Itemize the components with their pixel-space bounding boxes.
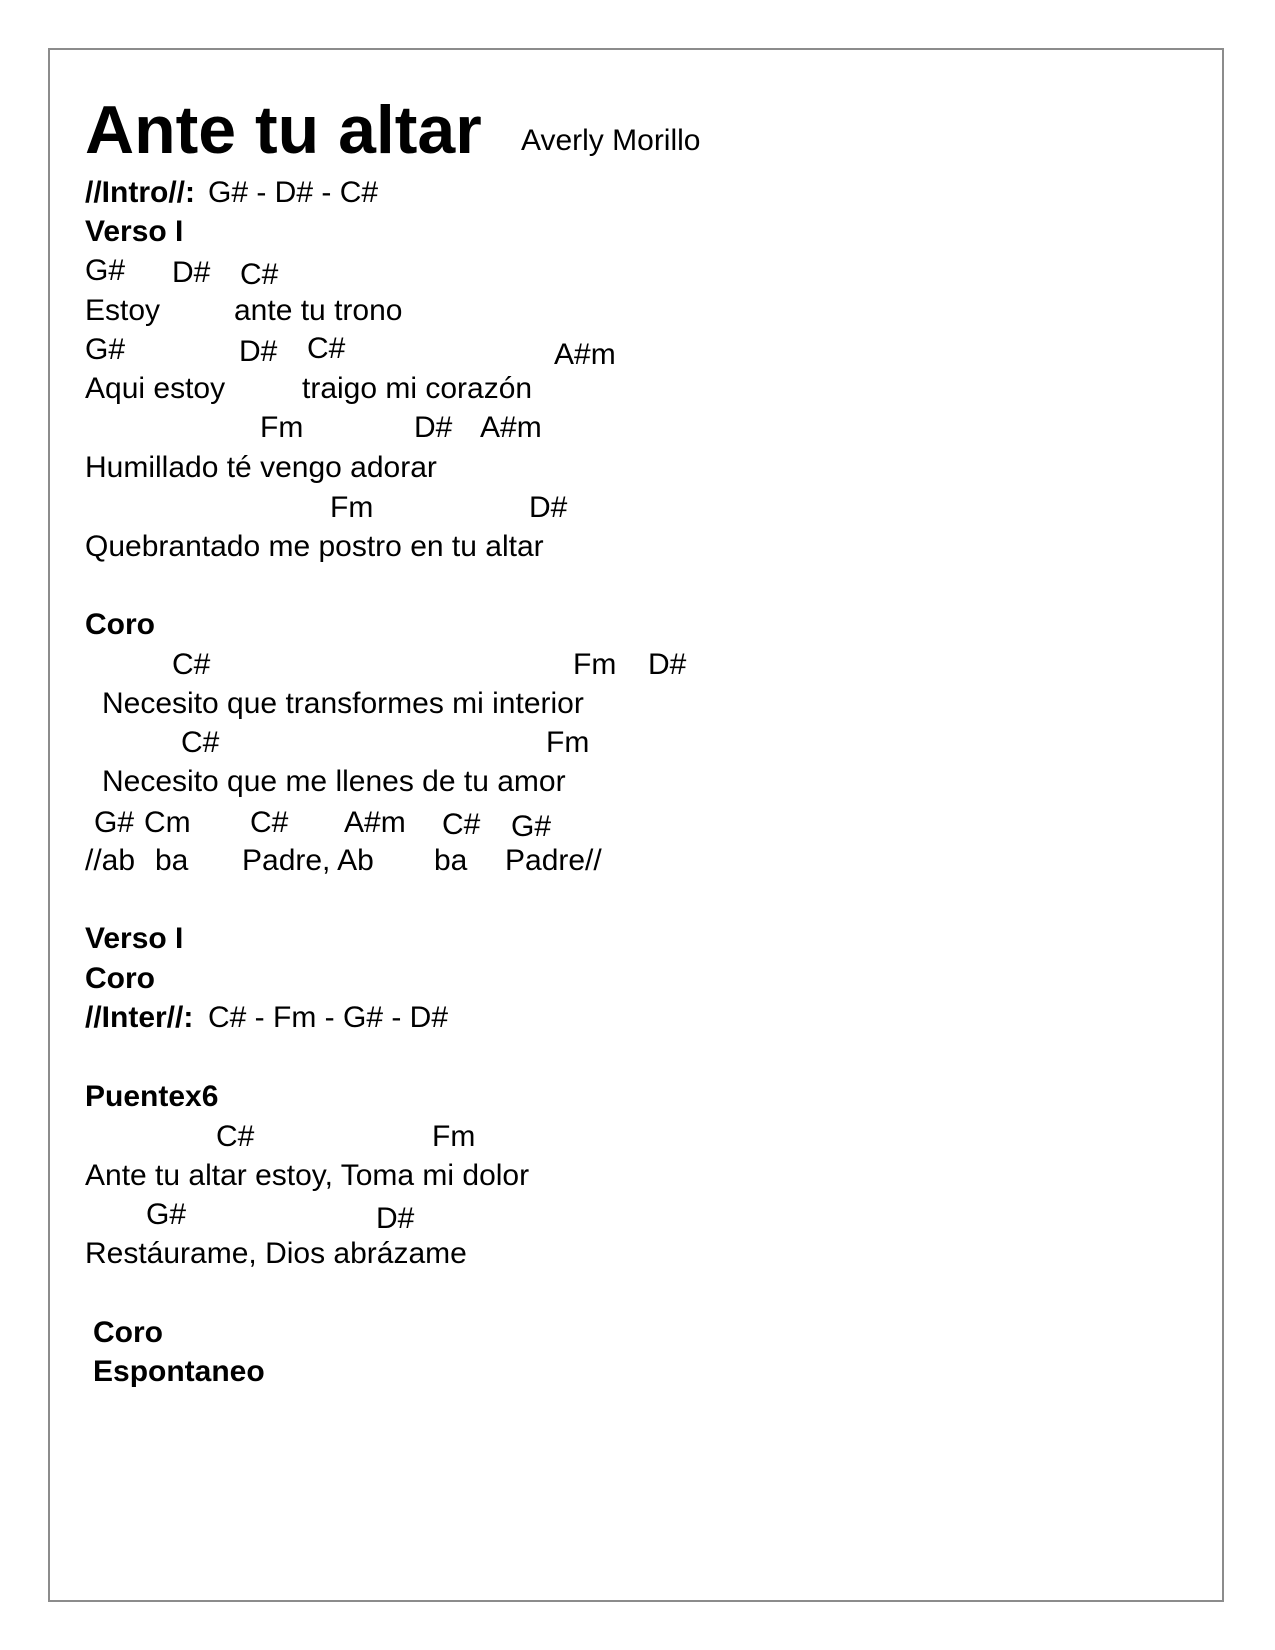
chord: A#m <box>480 411 542 444</box>
lyric-line: //ab <box>85 844 136 877</box>
chord: D# <box>376 1202 415 1235</box>
chord: C# <box>307 332 346 365</box>
lyric-line: Ante tu altar estoy, Toma mi dolor <box>85 1159 530 1192</box>
chord: C# <box>250 806 289 839</box>
inter-label: //Inter//: <box>85 1001 194 1034</box>
chord: Fm <box>260 411 304 444</box>
lyric-line: ante tu trono <box>234 294 403 327</box>
chord: Fm <box>573 648 617 681</box>
bridge-label: Puentex6 <box>85 1080 219 1113</box>
chord: G# <box>146 1198 187 1231</box>
section-label: Verso I <box>85 922 184 955</box>
intro-chords: G# - D# - C# <box>208 176 379 209</box>
song-author: Averly Morillo <box>521 124 701 157</box>
chord: C# <box>181 726 220 759</box>
section-label: Coro <box>93 1316 163 1349</box>
song-title: Ante tu altar <box>85 92 482 168</box>
chorus-label: Coro <box>85 608 155 641</box>
chord: C# <box>172 648 211 681</box>
chord: C# <box>240 258 279 291</box>
lyric-line: Necesito que me llenes de tu amor <box>102 765 566 798</box>
lyric-line: Padre, Ab <box>242 844 374 877</box>
chord: G# <box>85 333 126 366</box>
chord: G# <box>85 254 126 287</box>
inter-chords: C# - Fm - G# - D# <box>208 1001 449 1034</box>
lyric-line: ba <box>155 844 189 877</box>
chord: C# <box>216 1120 255 1153</box>
lyric-line: Necesito que transformes mi interior <box>102 687 584 720</box>
chord: G# <box>94 806 135 839</box>
chord: G# <box>511 810 552 843</box>
chord: Fm <box>330 491 374 524</box>
chord: Cm <box>144 806 191 839</box>
section-label: Coro <box>85 962 155 995</box>
chord: A#m <box>344 806 406 839</box>
lyric-line: Restáurame, Dios abrázame <box>85 1237 467 1270</box>
verse-label: Verso I <box>85 215 184 248</box>
lyric-line: Estoy <box>85 294 161 327</box>
lyric-line: Quebrantado me postro en tu altar <box>85 530 544 563</box>
chord: D# <box>529 491 568 524</box>
lyric-line: Padre// <box>505 844 602 877</box>
lyric-line: Aqui estoy <box>85 372 226 405</box>
chord: D# <box>414 411 453 444</box>
chord: A#m <box>554 338 616 371</box>
chord: C# <box>442 808 481 841</box>
chord: D# <box>239 335 278 368</box>
lyric-line: ba <box>434 844 468 877</box>
chord: Fm <box>432 1120 476 1153</box>
lyric-line: traigo mi corazón <box>302 372 533 405</box>
chord: D# <box>172 256 211 289</box>
intro-label: //Intro//: <box>85 176 195 209</box>
chord: Fm <box>546 726 590 759</box>
chord: D# <box>648 648 687 681</box>
lyric-line: Humillado té vengo adorar <box>85 451 437 484</box>
section-label: Espontaneo <box>93 1355 265 1388</box>
